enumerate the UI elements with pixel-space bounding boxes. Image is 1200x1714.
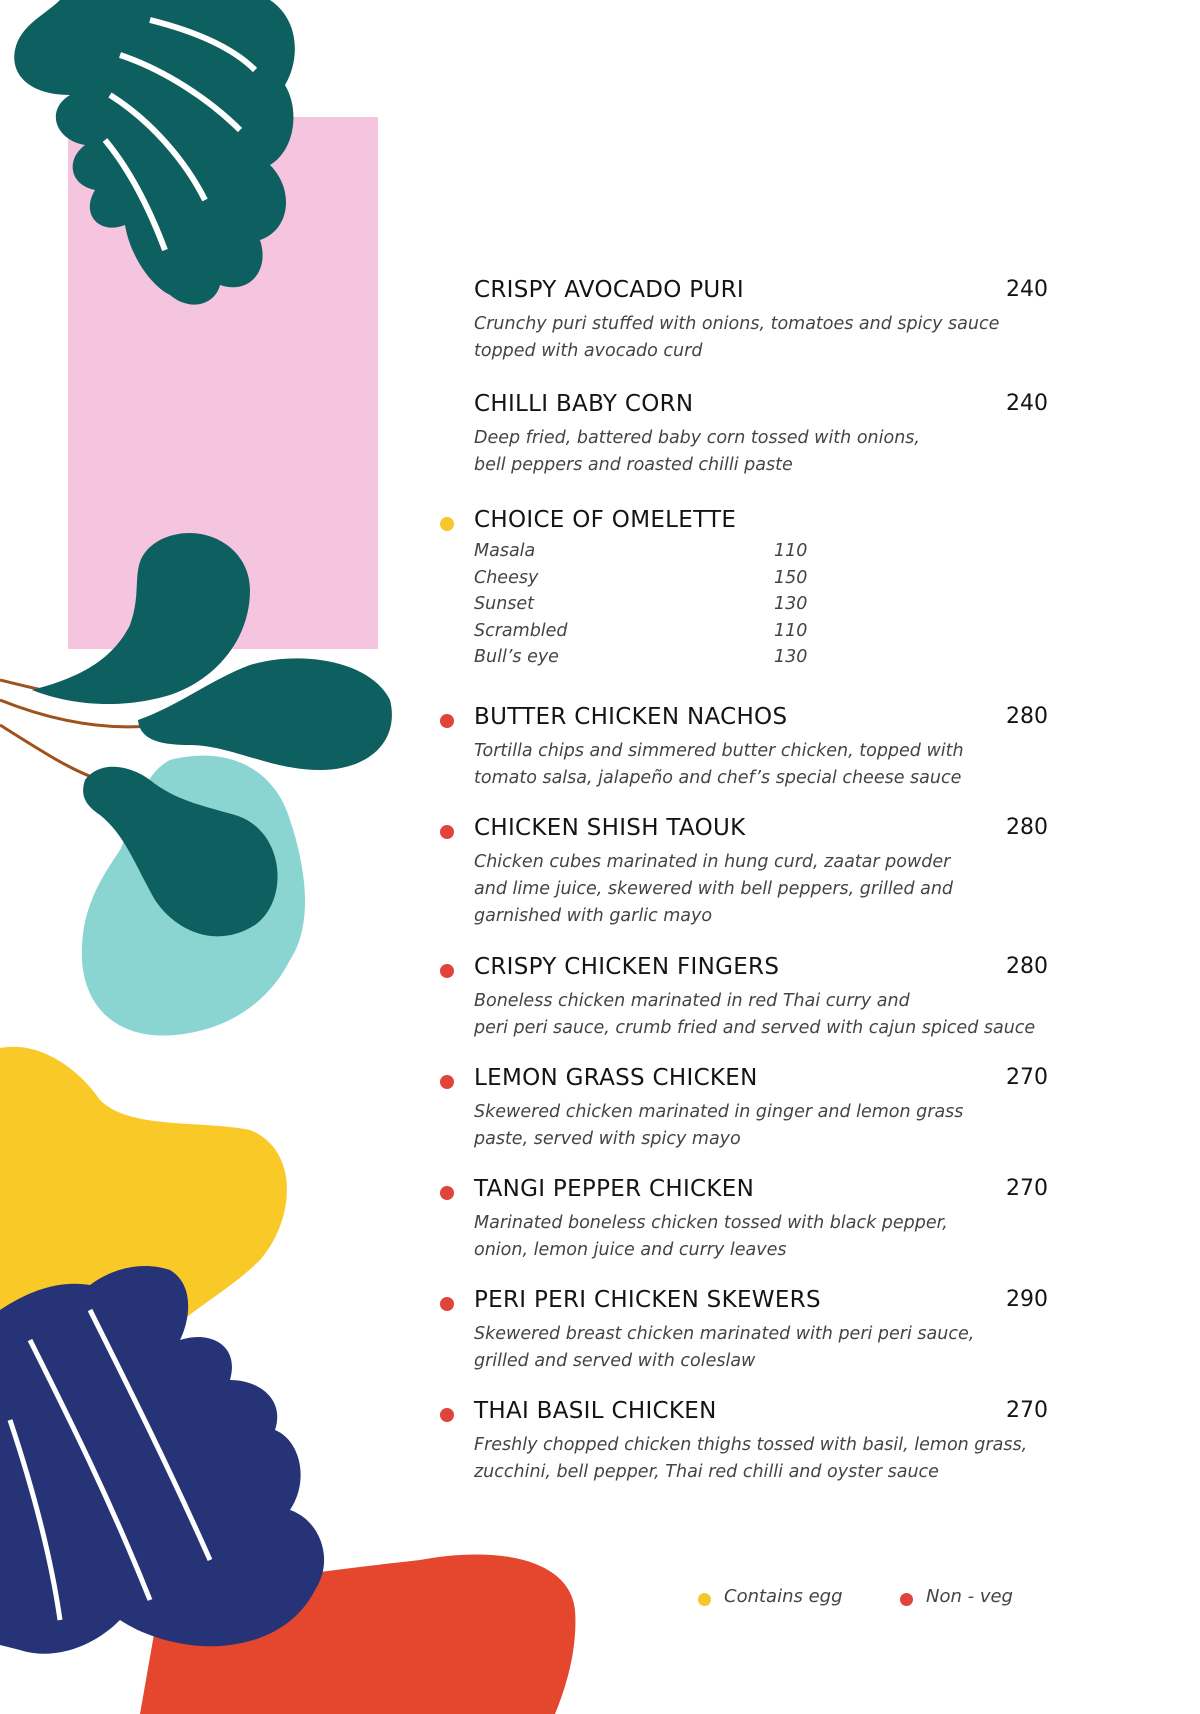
item-description bbox=[474, 1210, 1014, 1264]
item-price: 280 bbox=[1006, 815, 1048, 840]
description-line: paste, served with spicy mayo bbox=[474, 1129, 741, 1149]
item-price: 240 bbox=[1006, 391, 1048, 416]
variant-row bbox=[474, 594, 894, 621]
description-line: topped with avocado curd bbox=[474, 341, 703, 361]
item-price: 270 bbox=[1006, 1398, 1048, 1423]
legend-egg-label: Contains egg bbox=[724, 1586, 843, 1607]
description-line: garnished with garlic mayo bbox=[474, 906, 713, 926]
non-veg-marker-icon bbox=[440, 1297, 454, 1311]
variant-price: 130 bbox=[774, 594, 808, 614]
item-name: CHILLI BABY CORN bbox=[474, 391, 694, 417]
description-line: Chicken cubes marinated in hung curd, zaatar powder bbox=[474, 852, 951, 872]
description-line: and lime juice, skewered with bell peppers, grilled and bbox=[474, 879, 954, 899]
variant-row bbox=[474, 647, 894, 674]
description-line: tomato salsa, jalapeño and chef’s special cheese sauce bbox=[474, 768, 962, 788]
description-line: peri peri sauce, crumb fried and served with cajun spiced sauce bbox=[474, 1018, 1036, 1038]
description-line: onion, lemon juice and curry leaves bbox=[474, 1240, 787, 1260]
variant-name: Sunset bbox=[474, 594, 535, 614]
variant-name: Cheesy bbox=[474, 567, 539, 588]
item-name: BUTTER CHICKEN NACHOS bbox=[474, 704, 788, 730]
variant-row bbox=[474, 541, 894, 568]
description-line: Marinated boneless chicken tossed with black pepper, bbox=[474, 1213, 948, 1233]
description-line: Crunchy puri stuffed with onions, tomatoes and spicy sauce bbox=[474, 314, 1000, 334]
item-description bbox=[474, 1321, 1014, 1375]
non-veg-marker-icon bbox=[900, 1593, 913, 1606]
item-description bbox=[474, 849, 1014, 930]
item-price: 270 bbox=[1006, 1176, 1048, 1201]
item-description bbox=[474, 1099, 1014, 1153]
item-description bbox=[474, 311, 1014, 365]
egg-marker-icon bbox=[440, 517, 454, 531]
description-line: Tortilla chips and simmered butter chicken, topped with bbox=[474, 741, 964, 761]
item-name: CRISPY CHICKEN FINGERS bbox=[474, 954, 780, 980]
legend-non-veg-label: Non - veg bbox=[926, 1586, 1013, 1607]
item-description bbox=[474, 425, 1014, 479]
description-line: Skewered chicken marinated in ginger and lemon grass bbox=[474, 1102, 964, 1122]
item-price: 290 bbox=[1006, 1287, 1048, 1312]
non-veg-marker-icon bbox=[440, 1186, 454, 1200]
item-price: 280 bbox=[1006, 954, 1048, 979]
variant-price: 130 bbox=[774, 647, 808, 667]
non-veg-marker-icon bbox=[440, 1408, 454, 1422]
description-line: Skewered breast chicken marinated with peri peri sauce, bbox=[474, 1324, 975, 1344]
variant-name: Masala bbox=[474, 541, 536, 561]
variant-price: 110 bbox=[774, 541, 808, 561]
item-description bbox=[474, 738, 1014, 792]
variant-price: 110 bbox=[774, 620, 808, 641]
item-description bbox=[474, 1432, 1028, 1486]
item-name: PERI PERI CHICKEN SKEWERS bbox=[474, 1287, 821, 1313]
description-line: Deep fried, battered baby corn tossed with onions, bbox=[474, 428, 920, 448]
item-description bbox=[474, 988, 1036, 1042]
description-line: zucchini, bell pepper, Thai red chilli and oyster sauce bbox=[474, 1462, 939, 1482]
item-price: 280 bbox=[1006, 704, 1048, 729]
variant-name: Bull’s eye bbox=[474, 647, 559, 667]
non-veg-marker-icon bbox=[440, 1075, 454, 1089]
item-price: 240 bbox=[1006, 277, 1048, 302]
non-veg-marker-icon bbox=[440, 714, 454, 728]
item-name: CHICKEN SHISH TAOUK bbox=[474, 815, 746, 841]
description-line: Freshly chopped chicken thighs tossed with basil, lemon grass, bbox=[474, 1435, 1028, 1455]
item-price: 270 bbox=[1006, 1065, 1048, 1090]
egg-marker-icon bbox=[698, 1593, 711, 1606]
item-name: THAI BASIL CHICKEN bbox=[474, 1398, 717, 1424]
item-name: TANGI PEPPER CHICKEN bbox=[474, 1176, 755, 1202]
variant-name: Scrambled bbox=[474, 620, 568, 641]
variant-row bbox=[474, 621, 894, 648]
item-name: CRISPY AVOCADO PURI bbox=[474, 277, 744, 303]
description-line: Boneless chicken marinated in red Thai curry and bbox=[474, 991, 910, 1011]
description-line: grilled and served with coleslaw bbox=[474, 1351, 756, 1371]
non-veg-marker-icon bbox=[440, 964, 454, 978]
variant-row bbox=[474, 568, 894, 595]
variant-list bbox=[474, 541, 894, 674]
item-name: LEMON GRASS CHICKEN bbox=[474, 1065, 758, 1091]
description-line: bell peppers and roasted chilli paste bbox=[474, 455, 793, 475]
non-veg-marker-icon bbox=[440, 825, 454, 839]
item-name: CHOICE OF OMELETTE bbox=[474, 507, 737, 533]
variant-price: 150 bbox=[774, 567, 808, 588]
